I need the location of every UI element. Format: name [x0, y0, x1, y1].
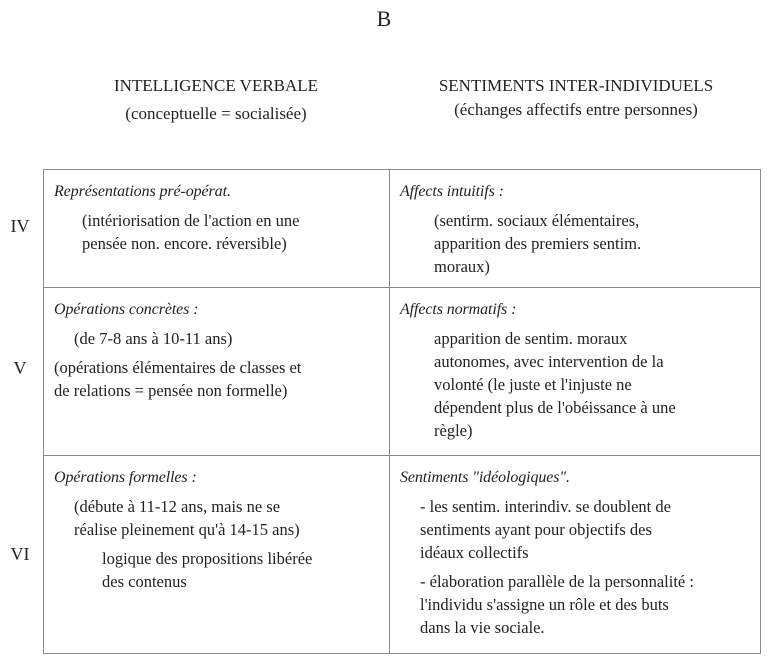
text-line: volonté (le juste et l'injuste ne: [434, 375, 632, 394]
cell-sentiments-vi: [390, 456, 760, 653]
column-header-intelligence: [44, 74, 388, 126]
cell-heading: Affects intuitifs :: [400, 183, 504, 200]
cell-heading: Sentiments "idéologiques".: [400, 469, 570, 486]
text-line: apparition des premiers sentim.: [434, 234, 642, 253]
column-subtitle: (conceptuelle = socialisée): [125, 104, 307, 123]
stage-label-iv: IV: [10, 216, 30, 236]
column-title: SENTIMENTS INTER-INDIVIDUELS: [438, 76, 714, 95]
cell-heading: Affects normatifs :: [400, 301, 517, 318]
text-line: règle): [434, 421, 473, 440]
cell-text: (de 7-8 ans à 10-11 ans): [74, 329, 233, 348]
cell-text: [54, 495, 379, 541]
text-line: des contenus: [102, 572, 187, 591]
cell-heading: Représentations pré-opérat.: [54, 183, 231, 200]
text-line: dans la vie sociale.: [420, 618, 545, 637]
column-title: INTELLIGENCE VERBALE: [113, 76, 319, 95]
cell-intelligence-vi: [44, 456, 390, 653]
cell-intelligence-v: [44, 288, 390, 456]
text-line: logique des propositions libérée: [102, 549, 313, 568]
text-line: dépendent plus de l'obéissance à une: [434, 398, 676, 417]
cell-text: [400, 209, 750, 278]
text-line: moraux): [434, 257, 490, 276]
cell-intelligence-iv: [44, 170, 390, 288]
stage-label-v: V: [13, 358, 27, 378]
text-line: autonomes, avec intervention de la: [434, 352, 664, 371]
text-line: l'individu s'assigne un rôle et des buts: [420, 595, 669, 614]
column-header-sentiments: [390, 74, 762, 122]
text-line: sentiments ayant pour objectifs des: [420, 520, 652, 539]
column-subtitle: (échanges affectifs entre personnes): [454, 100, 698, 119]
cell-sentiments-iv: [390, 170, 760, 288]
text-line: (sentirm. sociaux élémentaires,: [434, 211, 640, 230]
text-line: apparition de sentim. moraux: [434, 329, 628, 348]
cell-text: [54, 209, 379, 255]
section-letter: B: [376, 6, 392, 31]
text-line: réalise pleinement qu'à 14-15 ans): [74, 520, 300, 539]
text-line: pensée non. encore. réversible): [82, 234, 287, 253]
text-line: idéaux collectifs: [420, 543, 529, 562]
text-line: (opérations élémentaires de classes et: [54, 358, 302, 377]
cell-heading: Opérations concrètes :: [54, 301, 199, 318]
cell-sentiments-v: [390, 288, 760, 456]
text-line: de relations = pensée non formelle): [54, 381, 288, 400]
stages-table: [43, 169, 761, 654]
cell-heading: Opérations formelles :: [54, 469, 197, 486]
cell-text: [400, 570, 750, 639]
cell-text: [400, 495, 750, 564]
text-line: - les sentim. interindiv. se doublent de: [420, 497, 671, 516]
text-line: (intériorisation de l'action en une: [82, 211, 300, 230]
text-line: (débute à 11-12 ans, mais ne se: [74, 497, 281, 516]
cell-text: [54, 547, 379, 593]
stage-label-vi: VI: [10, 544, 30, 564]
cell-text: [400, 327, 750, 442]
cell-text: [54, 356, 379, 402]
text-line: - élaboration parallèle de la personnalité :: [420, 572, 694, 591]
